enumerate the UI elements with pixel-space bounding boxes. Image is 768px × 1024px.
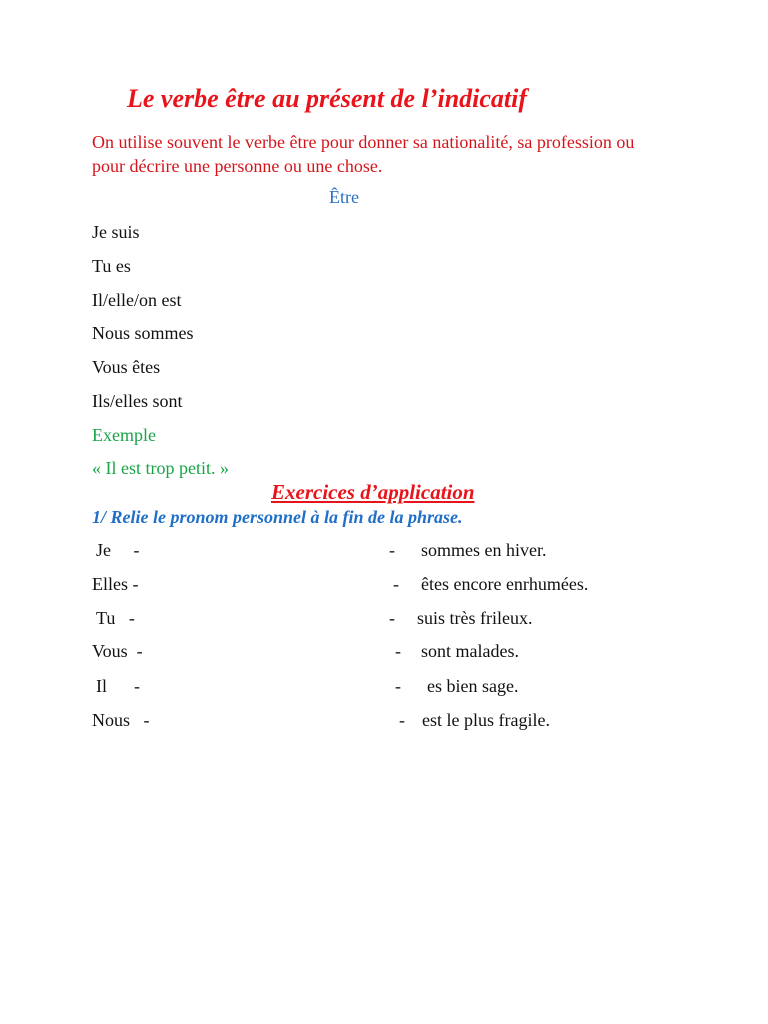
phrase-ending: sont malades. bbox=[421, 641, 519, 661]
exercise-instruction: 1/ Relie le pronom personnel à la fin de la phrase. bbox=[92, 507, 463, 527]
document-title: Le verbe être au présent de l’indicatif bbox=[127, 84, 528, 113]
pronoun-item: Vous - bbox=[92, 641, 143, 661]
conjugation-line: Vous êtes bbox=[92, 357, 161, 377]
pronoun-item: Je - bbox=[96, 540, 140, 560]
exercise-title: Exercices d’application bbox=[271, 480, 475, 504]
match-dash: - bbox=[399, 710, 405, 730]
pronoun-item: Tu - bbox=[96, 608, 135, 628]
match-dash: - bbox=[389, 608, 395, 628]
phrase-ending: est le plus fragile. bbox=[422, 710, 550, 730]
phrase-ending: êtes encore enrhumées. bbox=[421, 574, 589, 594]
match-dash: - bbox=[389, 540, 395, 560]
conjugation-line: Il/elle/on est bbox=[92, 290, 182, 310]
example-label: Exemple bbox=[92, 425, 156, 445]
pronoun-item: Il - bbox=[96, 676, 140, 696]
pronoun-item: Elles - bbox=[92, 574, 139, 594]
example-sentence: « Il est trop petit. » bbox=[92, 458, 229, 478]
match-dash: - bbox=[395, 641, 401, 661]
match-dash: - bbox=[395, 676, 401, 696]
conjugation-line: Je suis bbox=[92, 222, 140, 242]
phrase-ending: es bien sage. bbox=[427, 676, 519, 696]
intro-paragraph: On utilise souvent le verbe être pour donner sa nationalité, sa profession ou pour décrire une personne ou une chose. bbox=[92, 132, 635, 176]
verb-heading: Être bbox=[329, 187, 359, 207]
phrase-ending: suis très frileux. bbox=[417, 608, 533, 628]
conjugation-line: Nous sommes bbox=[92, 323, 194, 343]
conjugation-line: Ils/elles sont bbox=[92, 391, 183, 411]
phrase-ending: sommes en hiver. bbox=[421, 540, 547, 560]
conjugation-line: Tu es bbox=[92, 256, 131, 276]
match-dash: - bbox=[393, 574, 399, 594]
pronoun-item: Nous - bbox=[92, 710, 150, 730]
